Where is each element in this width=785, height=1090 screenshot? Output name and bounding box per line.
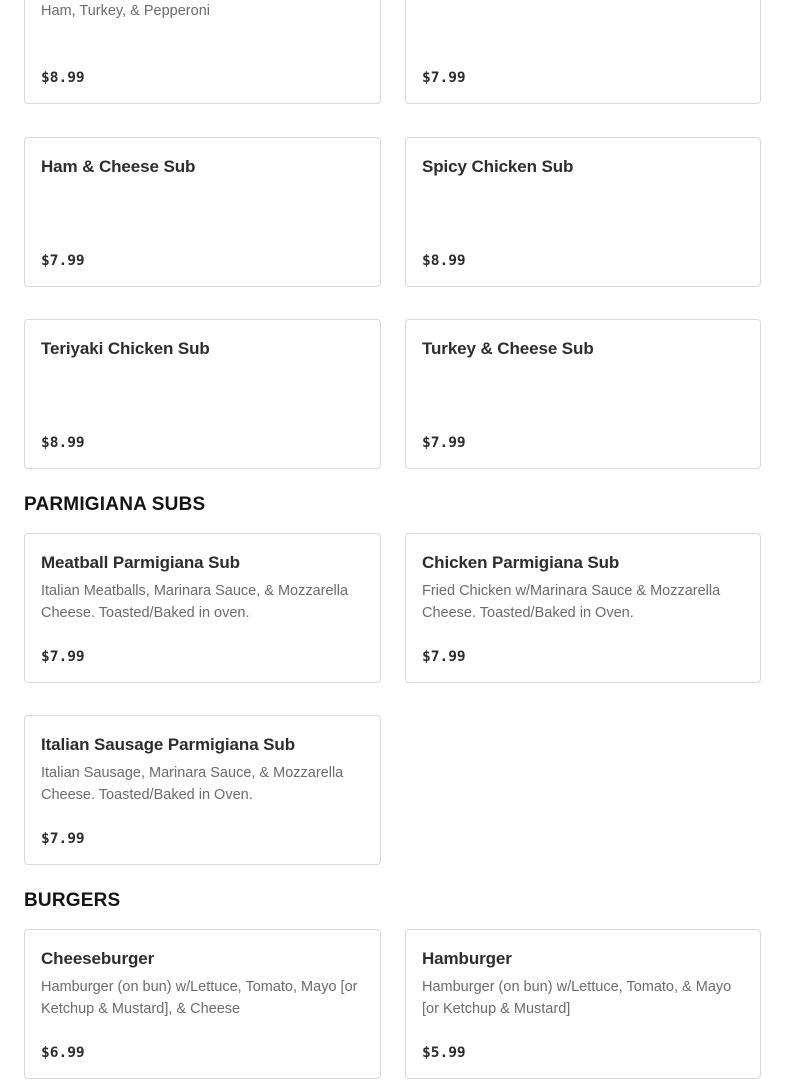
item-name: Ham & Cheese Sub [41, 157, 196, 176]
item-price: $7.99 [422, 70, 466, 86]
section-title-burgers: BURGERS [24, 890, 121, 911]
item-description: Hamburger (on bun) w/Lettuce, Tomato, Mayo [or Ketchup & Mustard], & Cheese [41, 979, 358, 1017]
section-title-parmigiana-subs: PARMIGIANA SUBS [24, 494, 206, 515]
menu-item-italian-sausage-parmigiana-sub[interactable] [24, 715, 381, 865]
item-description: Fried Chicken w/Marinara Sauce & Mozzarella Cheese. Toasted/Baked in Oven. [422, 583, 721, 621]
menu-item-meatball-parmigiana-sub[interactable] [24, 533, 381, 683]
menu-item-turkey-cheese-sub[interactable] [405, 319, 761, 469]
menu-item-teriyaki-chicken-sub[interactable] [24, 319, 381, 469]
item-price: $8.99 [41, 70, 85, 86]
item-name: Hamburger [422, 949, 512, 968]
item-description: Italian Meatballs, Marinara Sauce, & Mozzarella Cheese. Toasted/Baked in oven. [41, 583, 349, 621]
item-name: Spicy Chicken Sub [422, 157, 574, 176]
item-price: $7.99 [422, 435, 466, 451]
item-price: $7.99 [422, 649, 466, 665]
item-name: Italian Sausage Parmigiana Sub [41, 735, 295, 754]
item-price: $5.99 [422, 1045, 466, 1061]
item-price: $7.99 [41, 831, 85, 847]
item-name: Meatball Parmigiana Sub [41, 553, 240, 572]
menu-item-chicken-parmigiana-sub[interactable] [405, 533, 761, 683]
menu-item-hamburger[interactable] [405, 929, 761, 1079]
menu-item-cheeseburger[interactable] [24, 929, 381, 1079]
item-name: Turkey & Cheese Sub [422, 339, 594, 358]
menu-item-card[interactable] [24, 0, 381, 104]
item-price: $7.99 [41, 649, 85, 665]
item-name: Chicken Parmigiana Sub [422, 553, 620, 572]
item-price: $8.99 [422, 253, 466, 269]
item-description: Hamburger (on bun) w/Lettuce, Tomato, & Mayo [or Ketchup & Mustard] [422, 979, 732, 1017]
item-price: $8.99 [41, 435, 85, 451]
menu-item-card[interactable] [405, 0, 761, 104]
menu-item-spicy-chicken-sub[interactable] [405, 137, 761, 287]
item-description: Ham, Turkey, & Pepperoni [41, 3, 210, 19]
menu-item-ham-cheese-sub[interactable] [24, 137, 381, 287]
item-description: Italian Sausage, Marinara Sauce, & Mozzarella Cheese. Toasted/Baked in Oven. [41, 765, 344, 803]
item-price: $7.99 [41, 253, 85, 269]
item-name: Teriyaki Chicken Sub [41, 339, 210, 358]
item-price: $6.99 [41, 1045, 85, 1061]
item-name: Cheeseburger [41, 949, 155, 968]
